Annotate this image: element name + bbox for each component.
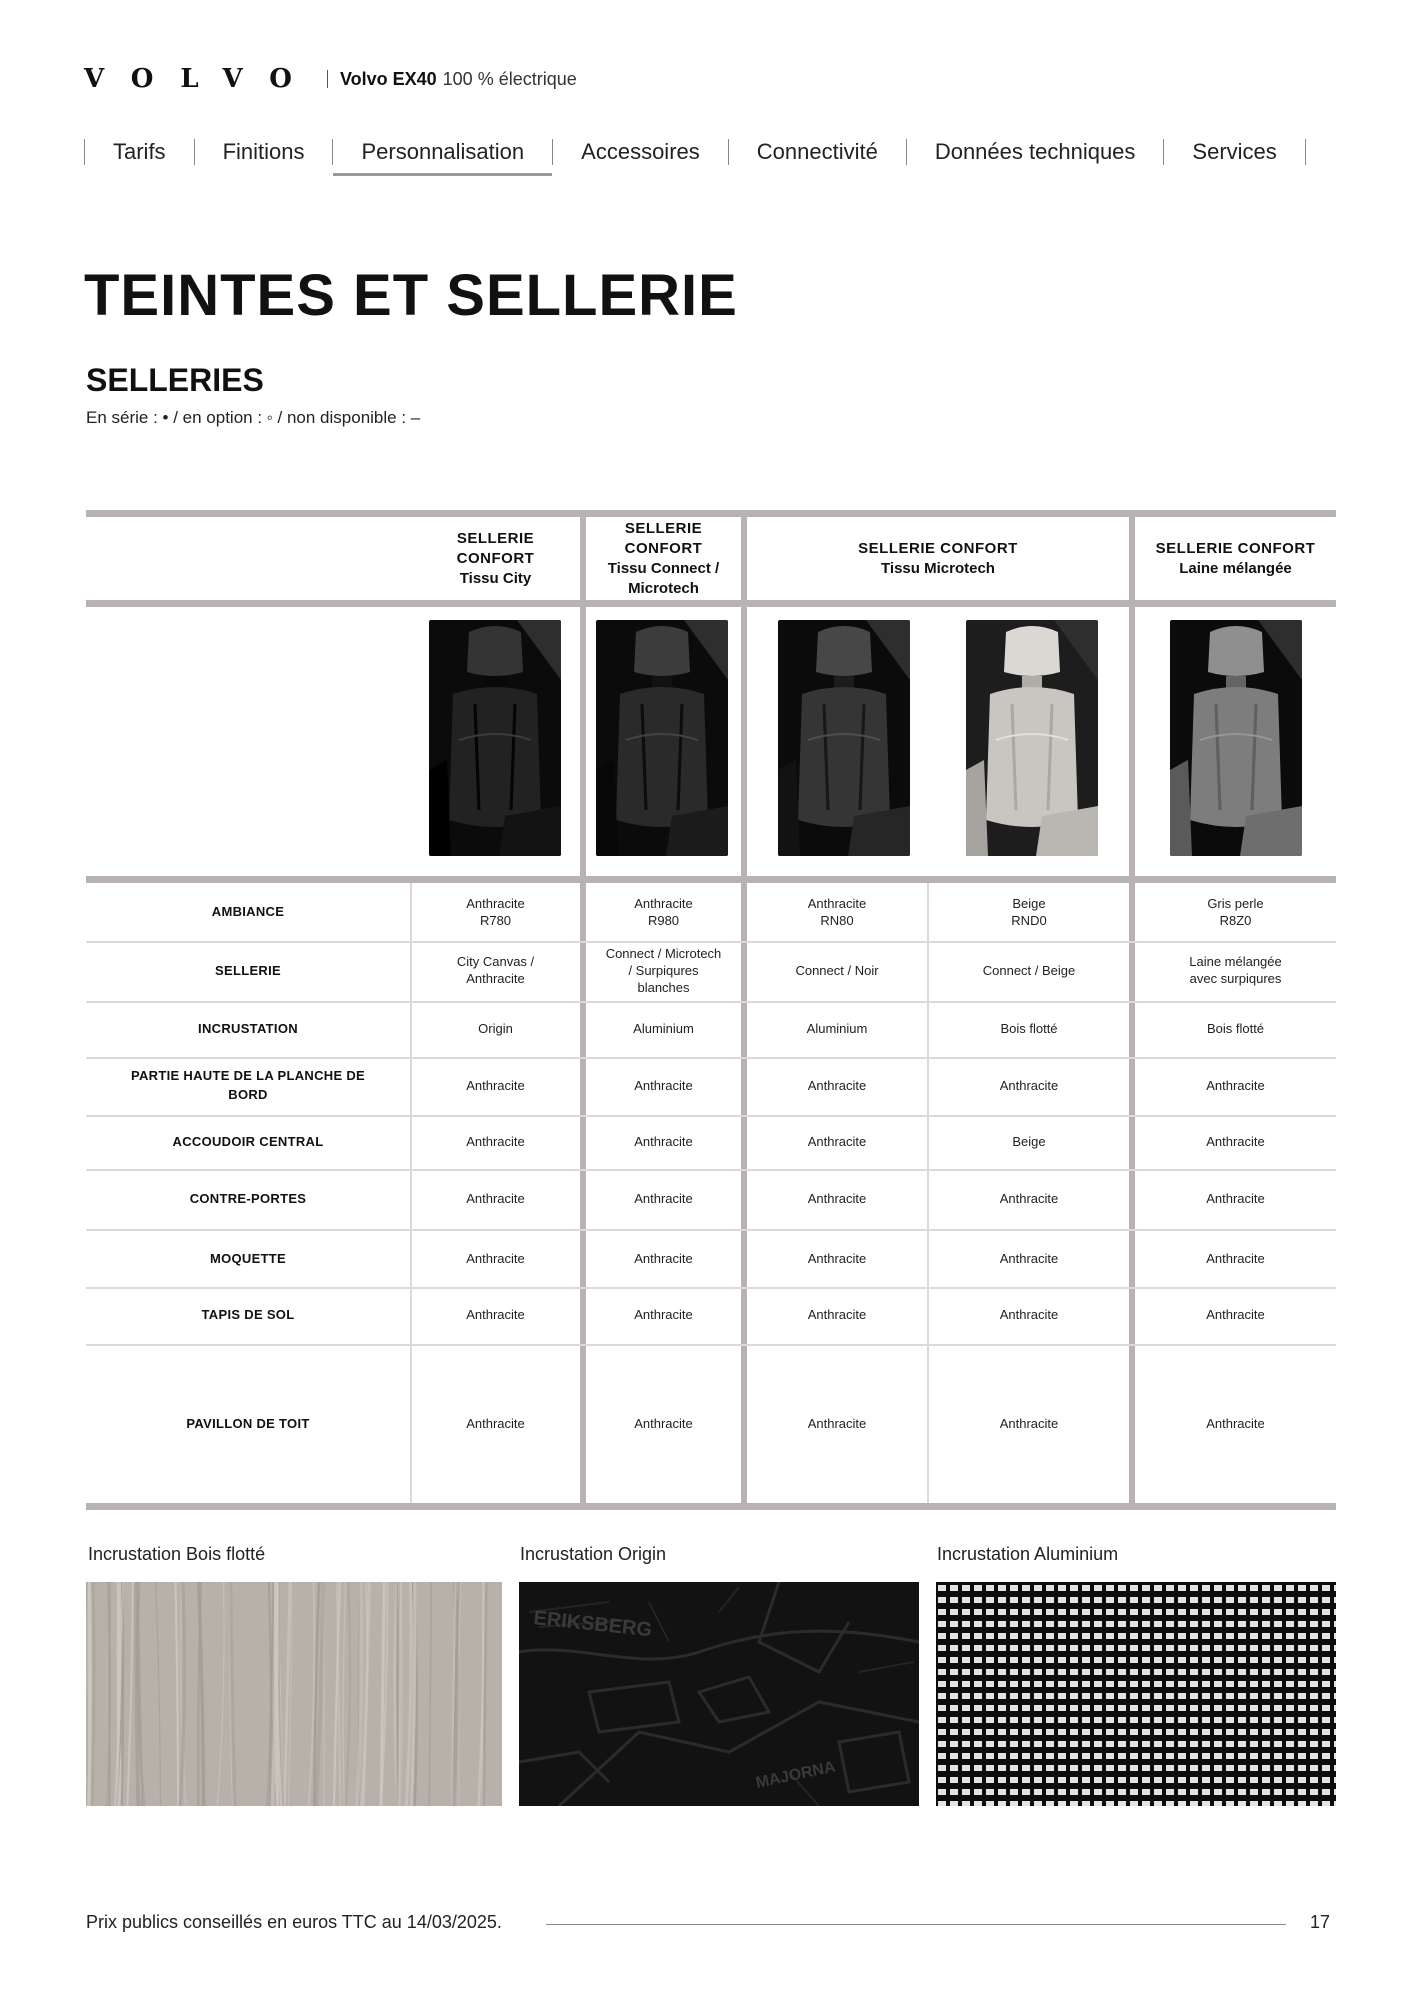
section-nav [84,130,1336,174]
table-cell-line: Anthracite [807,1133,867,1149]
tab-connectivite[interactable]: Connectivité [756,139,878,164]
table-cell [747,883,927,940]
table-cell-line: Origin [478,1021,513,1036]
table-cell-line: Laine mélangée [1189,954,1282,969]
model-name: Volvo EX40 [339,68,437,89]
column-header-line: SELLERIE CONFORT [1155,539,1316,557]
table-cell-line: Anthracite [634,1307,693,1322]
footer-rule [546,1924,1286,1925]
page-title: TEINTES ET SELLERIE [84,263,738,328]
table-cell-line: Anthracite [466,1307,525,1322]
upholstery-table [86,510,1336,1510]
table-cell-text [1206,1077,1265,1094]
table-cell-text [1206,1190,1265,1207]
table-cell [411,1114,580,1168]
table-cell-text [1000,1190,1059,1207]
table-cell-line: Aluminium [806,1021,868,1036]
table-cell-line: Anthracite [466,895,525,911]
table-cell [929,1168,1129,1228]
page-number: 17 [1310,1912,1331,1932]
table-cell-text [808,1250,867,1267]
table-cell-text [1206,1306,1265,1323]
column-header-line: Tissu Microtech [881,559,995,577]
table-cell [747,1001,927,1056]
column-header-tissu-city [411,517,580,600]
seat-anthracite-r980 [596,620,728,856]
row-divider [86,1115,1336,1117]
table-cell-text [634,1415,693,1432]
table-cell-line: Anthracite [999,1307,1059,1322]
table-cell-text [634,1133,693,1150]
table-cell [411,1343,580,1503]
table-cell [929,940,1129,1000]
brand-header [84,64,577,94]
table-cell-line: R780 [479,912,512,928]
table-cell [1135,1343,1336,1503]
section-title: SELLERIES [86,362,264,398]
column-divider [927,883,929,1503]
table-cell-text [808,895,867,929]
table-cell-line: R8Z0 [1219,912,1252,928]
table-cell-line: Bois flotté [1000,1021,1058,1036]
row-label: SELLERIE [215,962,281,978]
column-header-line: SELLERIE [624,519,703,537]
table-cell [929,883,1129,940]
table-cell-text [1011,895,1046,929]
table-cell [747,1343,927,1503]
table-cell-line: Connect / Beige [982,962,1076,978]
table-cell-text [808,1190,867,1207]
seat-gris-perle-r8z0 [1170,620,1302,856]
table-cell [747,940,927,1000]
table-cell [411,1230,580,1286]
column-header-line: Tissu Connect / [607,559,720,577]
table-cell [929,1056,1129,1114]
table-cell [411,883,580,940]
table-cell-line: Anthracite [466,1133,525,1149]
table-cell-line: Anthracite [807,1415,867,1431]
table-cell-text [466,1250,525,1267]
row-label: AMBIANCE [211,904,285,919]
table-cell [586,1114,741,1168]
swatch-label-bois-flotte: Incrustation Bois flotté [88,1544,266,1564]
table-cell-line: Anthracite [466,1415,525,1431]
table-cell [929,1343,1129,1503]
table-cell [747,1168,927,1228]
table-cell-line: Connect / Microtech [605,945,722,961]
table-cell-line: Anthracite [1206,1133,1265,1149]
seat-image [778,620,910,856]
table-cell [586,1286,741,1343]
row-divider [86,1057,1336,1059]
table-cell-line: Anthracite [1206,1077,1265,1093]
table-cell [586,1001,741,1056]
column-header-line: SELLERIE CONFORT [858,539,1018,557]
table-cell-text [466,1077,525,1094]
table-cell-line: Anthracite [1206,1190,1265,1206]
table-cell-text [466,1190,525,1207]
column-header-line: CONFORT [624,539,703,557]
table-cell-line: Anthracite [466,1250,525,1266]
table-cell-line: Beige [1012,1133,1046,1149]
table-cell-text [1189,953,1282,987]
table-cell [411,1286,580,1343]
table-cell-line: Anthracite [999,1190,1059,1206]
seat-image [596,620,728,856]
table-cell-line: avec surpiqures [1189,971,1282,986]
table-cell [929,1230,1129,1286]
swatch-label-origin: Incrustation Origin [520,1544,667,1564]
table-cell-line: Anthracite [634,1133,693,1149]
table-cell-line: Anthracite [999,1250,1059,1266]
table-cell-text [606,945,722,996]
table-cell-text [634,1306,693,1323]
table-cell-text [808,1133,867,1150]
table-cell-line: Anthracite [807,895,867,911]
row-label: PAVILLON DE TOIT [186,1415,310,1431]
column-header-laine-melangee [1135,517,1336,600]
model-subtitle: 100 % électrique [442,68,577,89]
table-cell [586,940,741,1000]
table-cell-text [1000,1250,1059,1267]
row-label: ACCOUDOIR CENTRAL [172,1133,324,1149]
column-header-line: SELLERIE [456,529,535,547]
table-cell-text [1207,1020,1264,1037]
table-cell-text [1012,1133,1045,1150]
brand-divider [327,70,328,88]
table-cell-line: City Canvas / [456,954,535,969]
swatch-origin [519,1582,919,1806]
column-header-tissu-microtech [747,517,1129,600]
seat-anthracite-rn80 [778,620,910,856]
table-cell [586,1056,741,1114]
table-cell [1135,940,1336,1000]
aluminium-mesh-texture [936,1582,1336,1806]
table-cell-text [983,962,1076,979]
row-divider [86,1229,1336,1231]
seat-image [429,620,561,856]
table-cell-text [1206,1250,1265,1267]
table-cell [1135,1168,1336,1228]
table-cell [747,1056,927,1114]
column-header-tissu-connect [586,517,741,600]
row-divider [86,1344,1336,1346]
seat-anthracite-r780 [429,620,561,856]
table-cell-text [1000,1415,1059,1432]
table-cell-text [1207,895,1263,929]
table-cell-line: Anthracite [466,1077,525,1093]
row-label: MOQUETTE [209,1250,287,1266]
table-cell-line: Anthracite [807,1077,867,1093]
table-cell-line: Beige [1012,895,1046,911]
table-cell-line: R980 [647,912,680,928]
table-cell-text [807,1020,868,1037]
table-cell-text [466,1415,525,1432]
table-cell [747,1114,927,1168]
row-label: TAPIS DE SOL [201,1307,295,1322]
table-cell-line: Anthracite [634,895,693,911]
engraved-text-majorna: MAJORNA [754,1758,837,1792]
table-cell-text [478,1020,513,1037]
swatch-label-aluminium: Incrustation Aluminium [937,1544,1119,1564]
table-rule-bottom [86,1503,1336,1510]
swatch-aluminium [936,1582,1336,1806]
table-cell-line: Anthracite [1206,1415,1265,1431]
table-cell-text [634,1077,693,1094]
row-divider [86,1287,1336,1289]
table-cell-line: Anthracite [999,1077,1059,1093]
column-divider [410,883,412,1503]
table-cell-line: Anthracite [807,1250,867,1266]
tab-tarifs[interactable]: Tarifs [113,139,166,164]
table-cell [411,1001,580,1056]
wood-texture [86,1582,502,1806]
table-cell [1135,1230,1336,1286]
nav-divider [1305,139,1306,165]
table-cell [586,1168,741,1228]
table-rule-top [86,510,1336,517]
table-cell-text [808,1306,867,1323]
table-cell-text [634,895,693,929]
table-cell-line: blanches [637,979,690,995]
table-cell-text [1000,1077,1059,1094]
tab-services[interactable]: Services [1192,139,1277,164]
table-cell-line: Anthracite [1206,1307,1265,1322]
table-cell-line: RND0 [1011,912,1047,928]
table-cell [1135,1114,1336,1168]
table-cell-line: Gris perle [1207,895,1264,911]
row-label: INCRUSTATION [198,1021,298,1036]
row-label: CONTRE-PORTES [189,1190,307,1206]
table-cell-line: / Surpiqures [628,962,699,978]
row-label: PARTIE HAUTE DE LA PLANCHE DE BORD [130,1068,366,1102]
table-cell-line: Bois flotté [1206,1021,1265,1036]
column-header-line: Laine mélangée [1179,559,1292,577]
table-cell-line: Anthracite [466,971,525,986]
tab-personnalisation[interactable]: Personnalisation [333,130,552,174]
row-divider [86,1001,1336,1003]
table-cell-line: Connect / Noir [795,962,879,978]
table-cell [1135,1001,1336,1056]
table-cell-line: Anthracite [999,1415,1059,1431]
table-cell-text [795,962,878,979]
table-cell-text [808,1415,867,1432]
table-cell-text [466,895,525,929]
origin-map-texture [519,1582,919,1806]
table-cell-text [1000,1020,1057,1037]
volvo-logo: VOLVO [84,64,319,94]
table-cell-text [808,1077,867,1094]
table-cell-line: Aluminium [633,1021,694,1036]
table-rule-header [86,600,1336,607]
table-cell-line: Anthracite [466,1190,525,1206]
table-cell-text [634,1250,693,1267]
table-cell [1135,883,1336,940]
table-cell-text [466,1306,525,1323]
table-cell [747,1286,927,1343]
table-cell-text [634,1190,693,1207]
table-cell [929,1001,1129,1056]
table-cell-text [1000,1306,1059,1323]
table-rule-images [86,876,1336,883]
engraved-text-eriksberg: ERIKSBERG [532,1607,654,1642]
table-cell [929,1114,1129,1168]
table-cell [411,940,580,1000]
seat-image [966,620,1098,856]
column-header-line: CONFORT [456,549,535,567]
table-cell [586,1343,741,1503]
column-header-line: Tissu City [459,569,532,587]
column-header-line: Microtech [628,579,699,597]
table-cell [929,1286,1129,1343]
footer-note: Prix publics conseillés en euros TTC au 14/03/2025. [86,1912,502,1932]
table-cell-line: Anthracite [807,1190,867,1206]
table-cell-line: Anthracite [634,1077,693,1093]
table-cell-text [1206,1415,1265,1432]
table-cell [411,1168,580,1228]
table-cell-text [466,1133,525,1150]
table-cell-text [1206,1133,1265,1150]
row-divider [86,1169,1336,1171]
table-cell [1135,1286,1336,1343]
tab-donnees-techniques[interactable]: Données techniques [934,139,1136,164]
table-cell-line: Anthracite [634,1190,693,1206]
table-cell-line: Anthracite [807,1307,867,1322]
table-cell [747,1230,927,1286]
table-cell-text [633,1020,694,1037]
table-cell [586,1230,741,1286]
availability-legend: En série : • / en option : ◦ / non disponible : – [86,408,421,427]
table-cell-line: Anthracite [1206,1250,1265,1266]
tab-accessoires[interactable]: Accessoires [581,139,700,164]
seat-beige-rnd0 [966,620,1098,856]
table-cell [411,1056,580,1114]
table-cell-line: Anthracite [634,1250,693,1266]
swatch-bois-flotte [86,1582,502,1806]
seat-image [1170,620,1302,856]
table-cell [586,883,741,940]
table-cell-line: Anthracite [634,1415,693,1431]
table-cell-text [457,953,534,987]
tab-finitions[interactable]: Finitions [222,139,305,164]
table-cell-line: RN80 [820,912,854,928]
row-divider [86,941,1336,943]
table-cell [1135,1056,1336,1114]
